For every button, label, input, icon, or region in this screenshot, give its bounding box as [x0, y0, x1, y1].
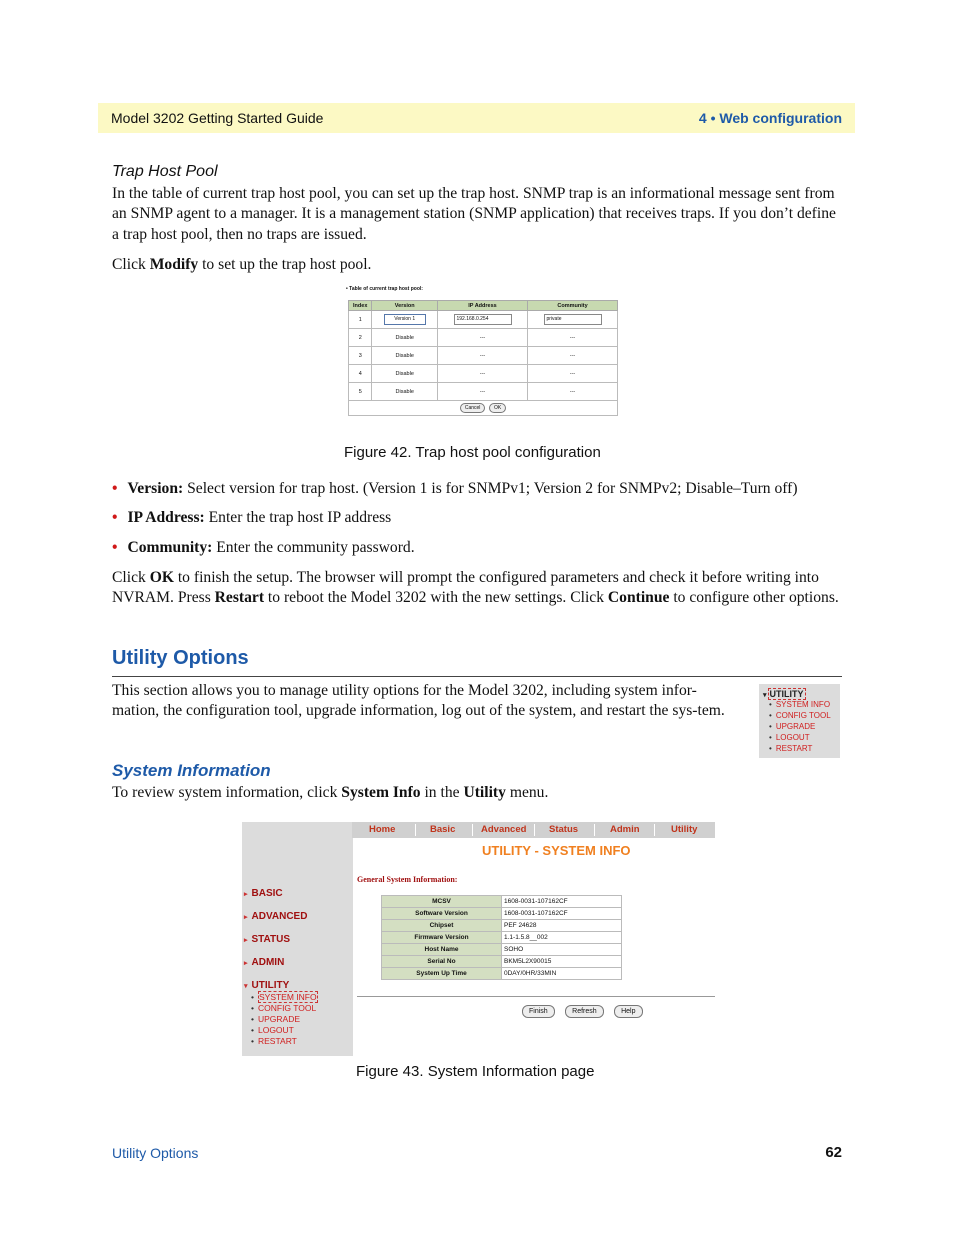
submenu-logout[interactable]: • LOGOUT [251, 1025, 294, 1035]
table-row [349, 329, 618, 347]
tab-utility[interactable]: Utility [671, 824, 698, 835]
page-number: 62 [825, 1144, 842, 1161]
table-row [349, 311, 618, 329]
menu-admin[interactable]: ▸ ADMIN [244, 957, 285, 968]
header-chapter: 4 • Web configuration [698, 110, 842, 126]
top-nav-bar [352, 822, 715, 838]
sysinfo-paragraph: To review system information, click System Info in the Utility menu. [112, 784, 549, 801]
row-version: Disable [372, 383, 438, 401]
table-row: Firmware Version 1.1-1.5.8__002 [382, 932, 622, 944]
figure-divider [357, 996, 715, 997]
row-ip: --- [438, 329, 528, 347]
row-version: Disable [372, 365, 438, 383]
row-version: Disable [372, 347, 438, 365]
help-button[interactable]: Help [614, 1005, 642, 1018]
ok-paragraph: Click OK to finish the setup. The browser will prompt the configured parameters and check it before writing into NVRAM. Press Restart to reboot the Model 3202 with the new settings. Click Continue to configure other options. [112, 569, 839, 607]
col-community: Community [528, 301, 618, 311]
utility-paragraph: This section allows you to manage utility options for the Model 3202, including system infor-mation, the configuration tool, upgrade information, log out of the system, and restart the sys-tem. [112, 682, 725, 720]
trap-host-table [348, 300, 618, 416]
col-ip: IP Address [438, 301, 528, 311]
utility-options-heading: Utility Options [112, 647, 249, 669]
bullet-community: • Community: Enter the community password. [112, 539, 415, 556]
refresh-button[interactable]: Refresh [565, 1005, 604, 1018]
table-row: System Up Time 0DAY/0HR/33MIN [382, 968, 622, 980]
sidebar-item-logout[interactable]: • LOGOUT [769, 733, 810, 742]
row-ip: --- [438, 347, 528, 365]
tab-status[interactable]: Status [549, 824, 579, 835]
sidebar-item-system-info[interactable]: • SYSTEM INFO [769, 700, 831, 709]
community-input[interactable]: private [544, 314, 602, 325]
bullet-ip-address: • IP Address: Enter the trap host IP address [112, 509, 392, 526]
submenu-restart[interactable]: • RESTART [251, 1036, 297, 1046]
row-index: 4 [349, 365, 372, 383]
menu-utility[interactable]: ▾ UTILITY [244, 980, 290, 991]
row-community: --- [528, 329, 618, 347]
table-row [349, 347, 618, 365]
table-row [349, 365, 618, 383]
sidebar-item-restart[interactable]: • RESTART [769, 744, 813, 753]
col-index: Index [349, 301, 372, 311]
submenu-config-tool[interactable]: • CONFIG TOOL [251, 1003, 317, 1013]
row-index: 3 [349, 347, 372, 365]
ok-button[interactable]: OK [489, 403, 506, 413]
tab-advanced[interactable]: Advanced [481, 824, 527, 835]
cancel-button[interactable]: Cancel [460, 403, 486, 413]
figure-43-caption: Figure 43. System Information page [356, 1063, 595, 1080]
row-index: 1 [349, 311, 372, 329]
row-ip: --- [438, 365, 528, 383]
version-select[interactable]: Version 1 [384, 314, 426, 325]
table-row: Serial No BKM5L2X90015 [382, 956, 622, 968]
figure-table-caption: • Table of current trap host pool: [346, 286, 423, 292]
col-version: Version [372, 301, 438, 311]
row-community: --- [528, 347, 618, 365]
menu-status[interactable]: ▸ STATUS [244, 934, 291, 945]
ip-input[interactable]: 192.168.0.254 [454, 314, 512, 325]
row-community: --- [528, 383, 618, 401]
submenu-upgrade[interactable]: • UPGRADE [251, 1014, 301, 1024]
finish-button[interactable]: Finish [522, 1005, 555, 1018]
row-community: --- [528, 365, 618, 383]
sidebar-item-upgrade[interactable]: • UPGRADE [769, 722, 816, 731]
figure-buttons [522, 1000, 649, 1018]
footer-section: Utility Options [112, 1145, 199, 1161]
general-info-label: General System Information: [357, 875, 458, 884]
modify-paragraph: Click Modify to set up the trap host pool. [112, 256, 372, 273]
system-info-table [381, 895, 622, 980]
row-index: 2 [349, 329, 372, 347]
table-header-row [349, 301, 618, 311]
trap-host-pool-heading: Trap Host Pool [112, 163, 218, 180]
trap-host-pool-figure [346, 286, 618, 422]
utility-menu-sidebar [759, 684, 840, 758]
table-row: Chipset PEF 24628 [382, 920, 622, 932]
table-row: Host Name SOHO [382, 944, 622, 956]
bullet-version: • Version: Select version for trap host. (Version 1 is for SNMPv1; Version 2 for SNMPv2; Disable–Turn off) [112, 480, 798, 497]
trap-paragraph: In the table of current trap host pool, you can set up the trap host. SNMP trap is an informational message sent from an SNMP agent to a manager. It is a management station (SNMP application) that receives traps. If you don’t define a trap host pool, then no traps are issued. [112, 185, 836, 243]
running-header [98, 103, 855, 133]
system-information-heading: System Information [112, 761, 271, 780]
menu-advanced[interactable]: ▸ ADVANCED [244, 911, 308, 922]
header-guide-title: Model 3202 Getting Started Guide [111, 110, 324, 126]
submenu-system-info[interactable]: • SYSTEM INFO [251, 992, 317, 1002]
figure-page-title: UTILITY - SYSTEM INFO [482, 843, 631, 858]
figure-left-menu [242, 822, 353, 1056]
row-index: 5 [349, 383, 372, 401]
table-row: MCSV 1608-0031-107162CF [382, 896, 622, 908]
button-row [349, 401, 618, 416]
figure-42-caption: Figure 42. Trap host pool configuration [344, 444, 601, 461]
menu-basic[interactable]: ▸ BASIC [244, 888, 283, 899]
tab-home[interactable]: Home [369, 824, 396, 835]
system-info-figure [242, 822, 715, 1056]
tab-admin[interactable]: Admin [610, 824, 640, 835]
table-row [349, 383, 618, 401]
sidebar-title: ▾ UTILITY [763, 689, 804, 699]
sidebar-item-config-tool[interactable]: • CONFIG TOOL [769, 711, 831, 720]
table-row: Software Version 1608-0031-107162CF [382, 908, 622, 920]
row-version: Disable [372, 329, 438, 347]
tab-basic[interactable]: Basic [430, 824, 456, 835]
heading-rule [112, 676, 842, 677]
row-ip: --- [438, 383, 528, 401]
